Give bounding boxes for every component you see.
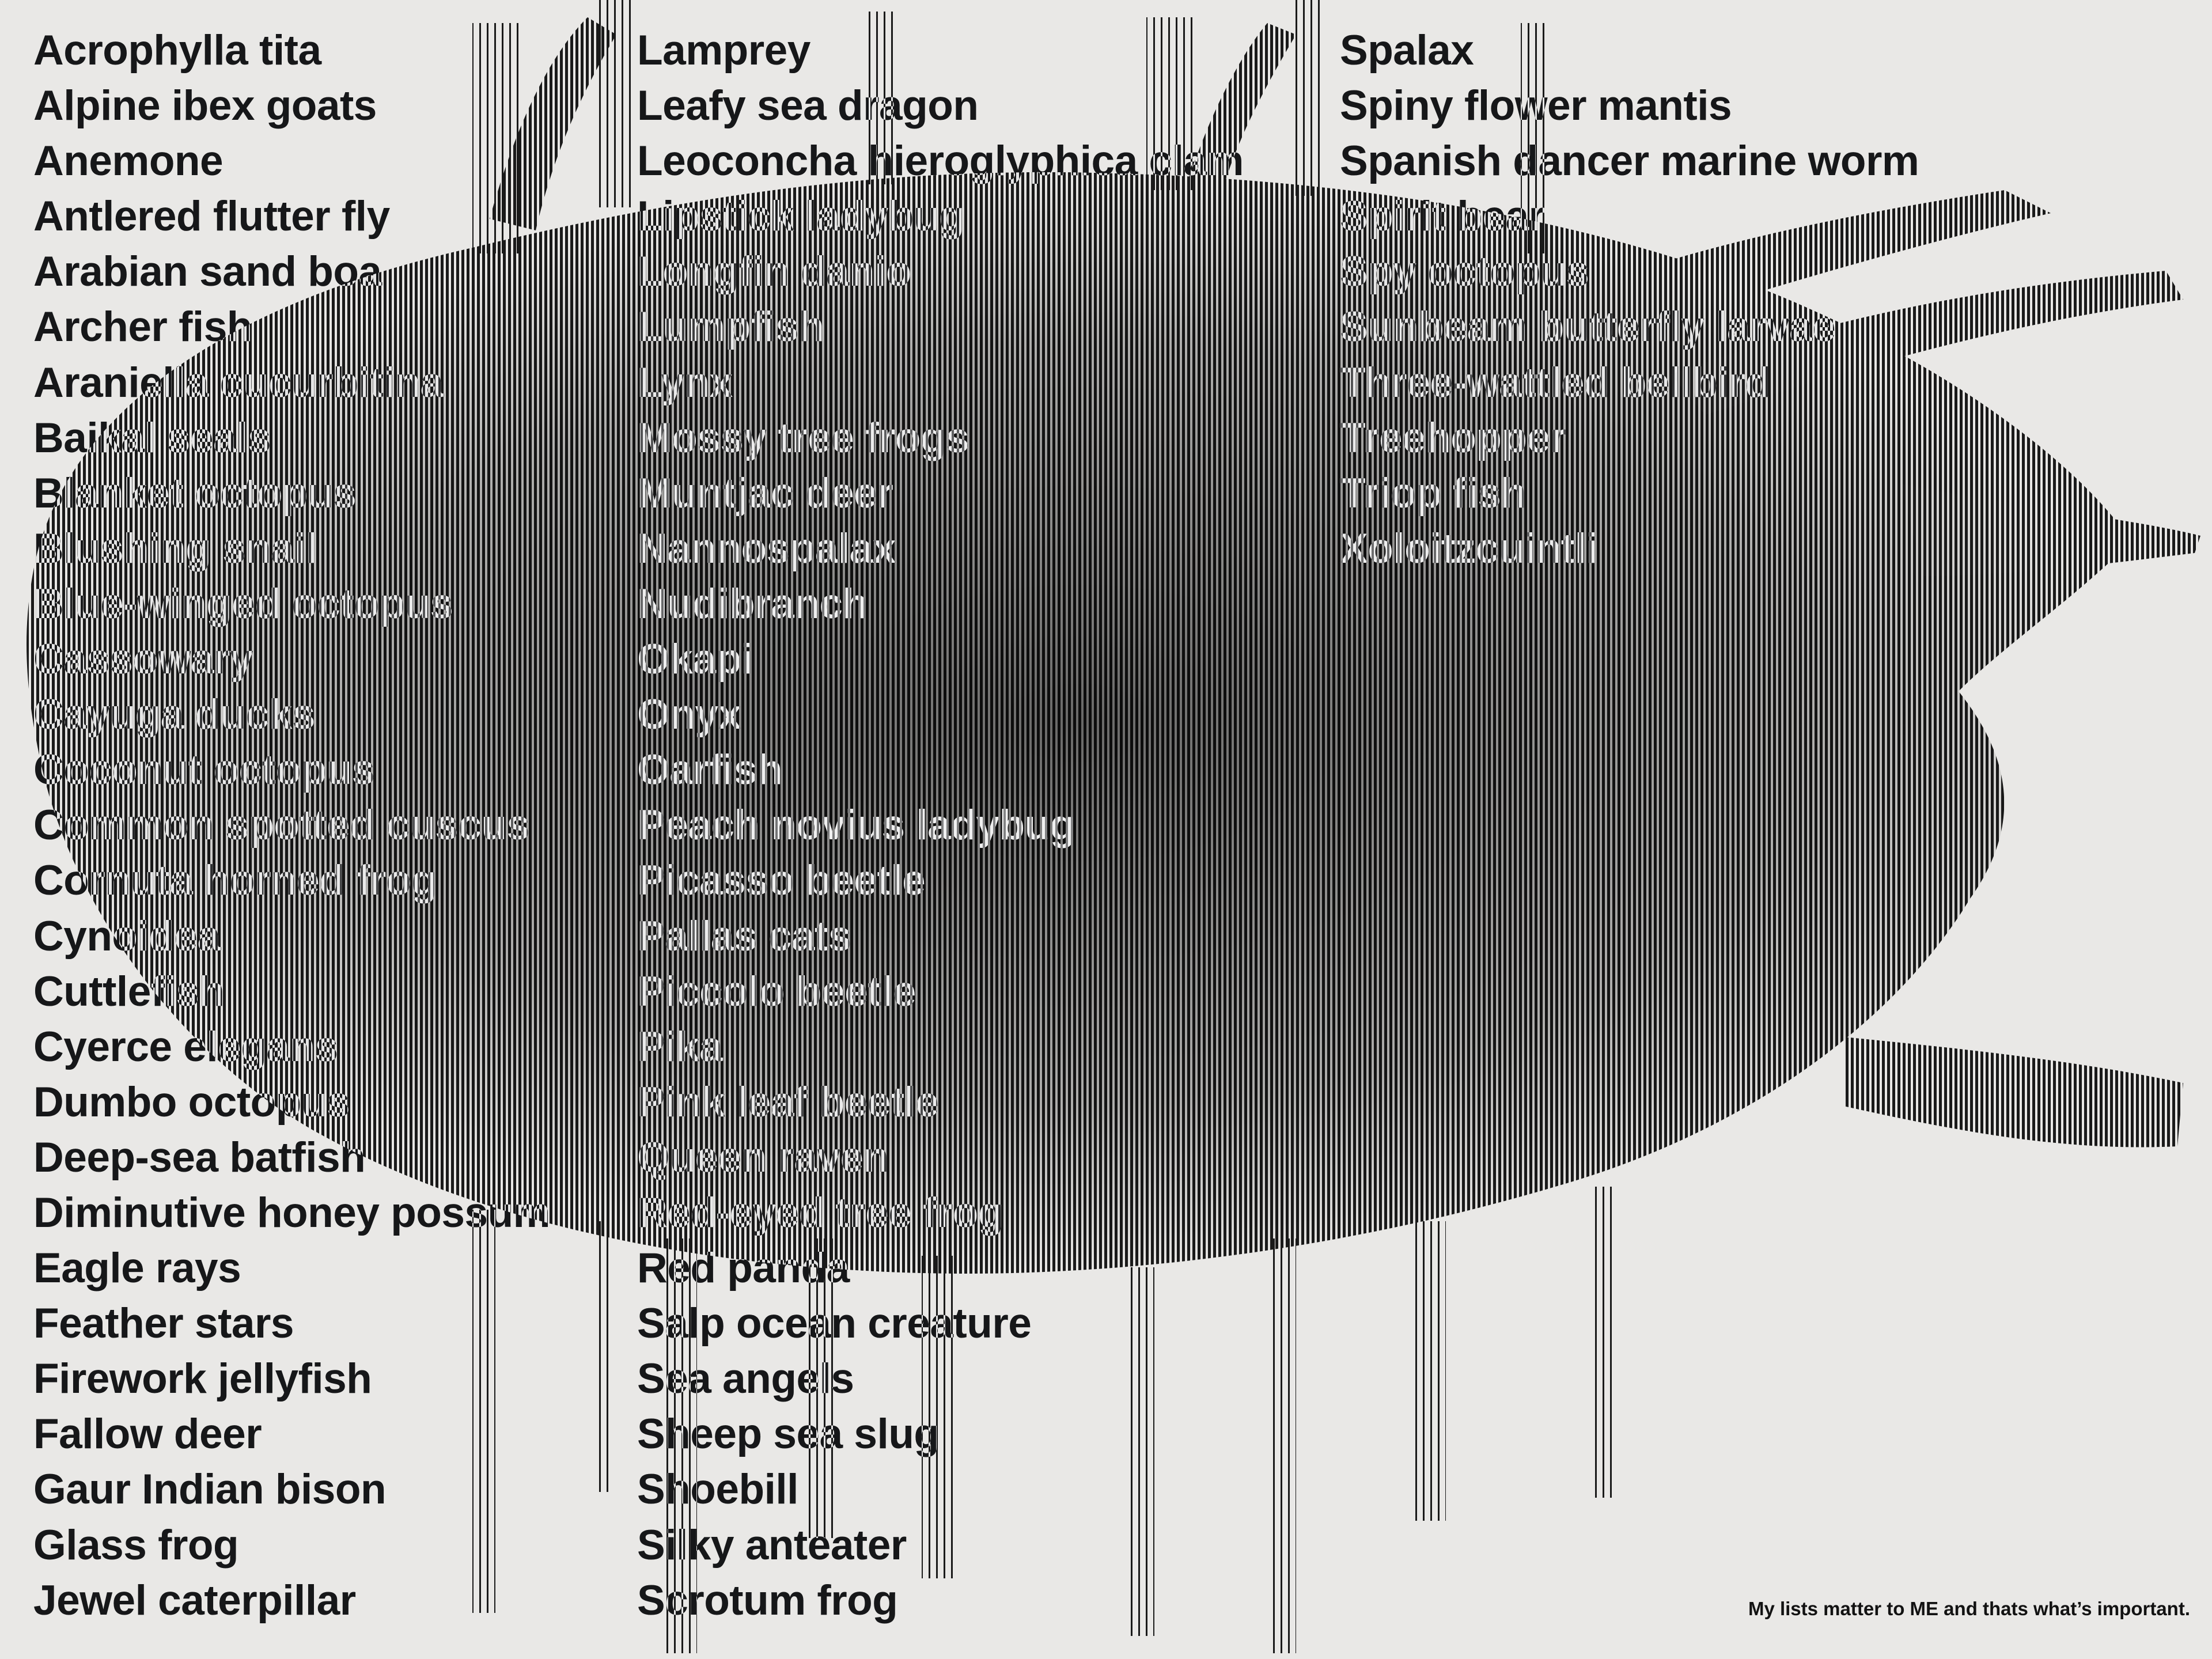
animal-list-item: Firework jellyfish bbox=[33, 1355, 372, 1403]
animal-list-item: Cynoidea bbox=[33, 912, 221, 960]
animal-list-item: Blushing snail bbox=[33, 525, 317, 572]
animal-list-item: Xoloitzcuintli bbox=[1340, 525, 1598, 572]
animal-list-item: Spanish dancer marine worm bbox=[1340, 138, 1919, 185]
animal-list-item: Blue-winged octopus bbox=[33, 580, 453, 627]
animal-list-item: Silky anteater bbox=[637, 1521, 907, 1569]
animal-list-item: Treehopper bbox=[1340, 414, 1566, 461]
animal-list-item: Lipstick ladybug bbox=[637, 193, 964, 240]
animal-list-item: Feather stars bbox=[33, 1300, 294, 1347]
animal-list-item: Three-wattled bellbird bbox=[1340, 359, 1771, 406]
animal-list-item: Piccolo beetle bbox=[637, 968, 916, 1015]
animal-list-item: Longfin danio bbox=[637, 248, 911, 296]
animal-list-item: Salp ocean creature bbox=[637, 1300, 1032, 1347]
animal-list-item: Cassowary bbox=[33, 636, 253, 683]
animal-list-item: Gaur Indian bison bbox=[33, 1466, 387, 1513]
animal-list-item: Cayuga ducks bbox=[33, 691, 315, 738]
animal-list-item: Lynx bbox=[637, 359, 733, 406]
animal-list-item: Coconut octopus bbox=[33, 747, 375, 794]
animal-list-item: Nannospalax bbox=[637, 525, 896, 572]
animal-list-item: Mossy tree frogs bbox=[637, 414, 969, 461]
animal-list-item: Peach novius ladybug bbox=[637, 802, 1075, 849]
animal-list-item: Triop fish bbox=[1340, 469, 1527, 517]
animal-list-item: Dumbo octopus bbox=[33, 1078, 350, 1126]
animal-list-item: Spalax bbox=[1340, 27, 1474, 74]
animal-list-item: Araniella cucurbitina bbox=[33, 359, 444, 406]
animal-list-item: Onyx bbox=[637, 691, 741, 738]
animal-list-item: Anemone bbox=[33, 138, 224, 185]
animal-list-column-3 bbox=[1340, 23, 1919, 577]
animal-list-item: Diminutive honey possum bbox=[33, 1189, 551, 1236]
animal-list-column-2 bbox=[637, 23, 1244, 1628]
animal-list-item: Antlered flutter fly bbox=[33, 193, 390, 240]
animal-list-item: Spy octopus bbox=[1340, 248, 1589, 296]
animal-list-item: Archer fish bbox=[33, 304, 252, 351]
animal-list-item: Leafy sea dragon bbox=[637, 82, 979, 130]
animal-list-item: Nudibranch bbox=[637, 580, 868, 627]
animal-list-column-1 bbox=[33, 23, 550, 1628]
animal-list-item: Lamprey bbox=[637, 27, 810, 74]
animal-list-item: Red-eyed tree frog bbox=[637, 1189, 1003, 1236]
animal-list-item: Sea angels bbox=[637, 1355, 854, 1403]
animal-list-item: Oarfish bbox=[637, 747, 783, 794]
animal-list-item: Baikal seals bbox=[33, 414, 271, 461]
animal-list-item: Pink leaf beetle bbox=[637, 1078, 939, 1126]
animal-list-item: Queen raven bbox=[637, 1134, 889, 1181]
animal-list-item: Okapi bbox=[637, 636, 753, 683]
animal-list-item: Jewel caterpillar bbox=[33, 1577, 356, 1624]
animal-list-item: Pika bbox=[637, 1023, 723, 1070]
animal-list-item: Picasso beetle bbox=[637, 857, 926, 904]
animal-list-item: Lumpfish bbox=[637, 304, 824, 351]
animal-list-item: Eagle rays bbox=[33, 1245, 241, 1292]
animal-list-item: Pallas cats bbox=[637, 912, 851, 960]
animal-list-item: Leoconcha hieroglyphica clam bbox=[637, 138, 1244, 185]
animal-list-item: Scrotum frog bbox=[637, 1577, 898, 1624]
animal-list-item: Glass frog bbox=[33, 1521, 239, 1569]
animal-list-item: Cyerce elegans bbox=[33, 1023, 338, 1070]
animal-list-item: Blanket octopus bbox=[33, 469, 357, 517]
animal-list-item: Fallow deer bbox=[33, 1411, 262, 1458]
animal-list-item: Sheep sea slug bbox=[637, 1411, 940, 1458]
animal-list-item: Arabian sand boa bbox=[33, 248, 382, 296]
animal-list-item: Common spotted cuscus bbox=[33, 802, 530, 849]
animal-list-item: Cornuta horned frog bbox=[33, 857, 437, 904]
animal-list-item: Acrophylla tita bbox=[33, 27, 321, 74]
animal-list-item: Shoebill bbox=[637, 1466, 798, 1513]
footer-note: My lists matter to ME and thats what’s important. bbox=[1748, 1598, 2190, 1619]
animal-list-item: Spirit bear bbox=[1340, 193, 1545, 240]
animal-list-item: Sunbeam butterfly larvae bbox=[1340, 304, 1836, 351]
animal-list-item: Deep-sea batfish bbox=[33, 1134, 366, 1181]
animal-list-item: Red panda bbox=[637, 1245, 850, 1292]
animal-list-item: Spiny flower mantis bbox=[1340, 82, 1732, 130]
animal-list-item: Alpine ibex goats bbox=[33, 82, 377, 130]
animal-list-item: Muntjac deer bbox=[637, 469, 893, 517]
animal-list-item: Cuttlefish bbox=[33, 968, 225, 1015]
